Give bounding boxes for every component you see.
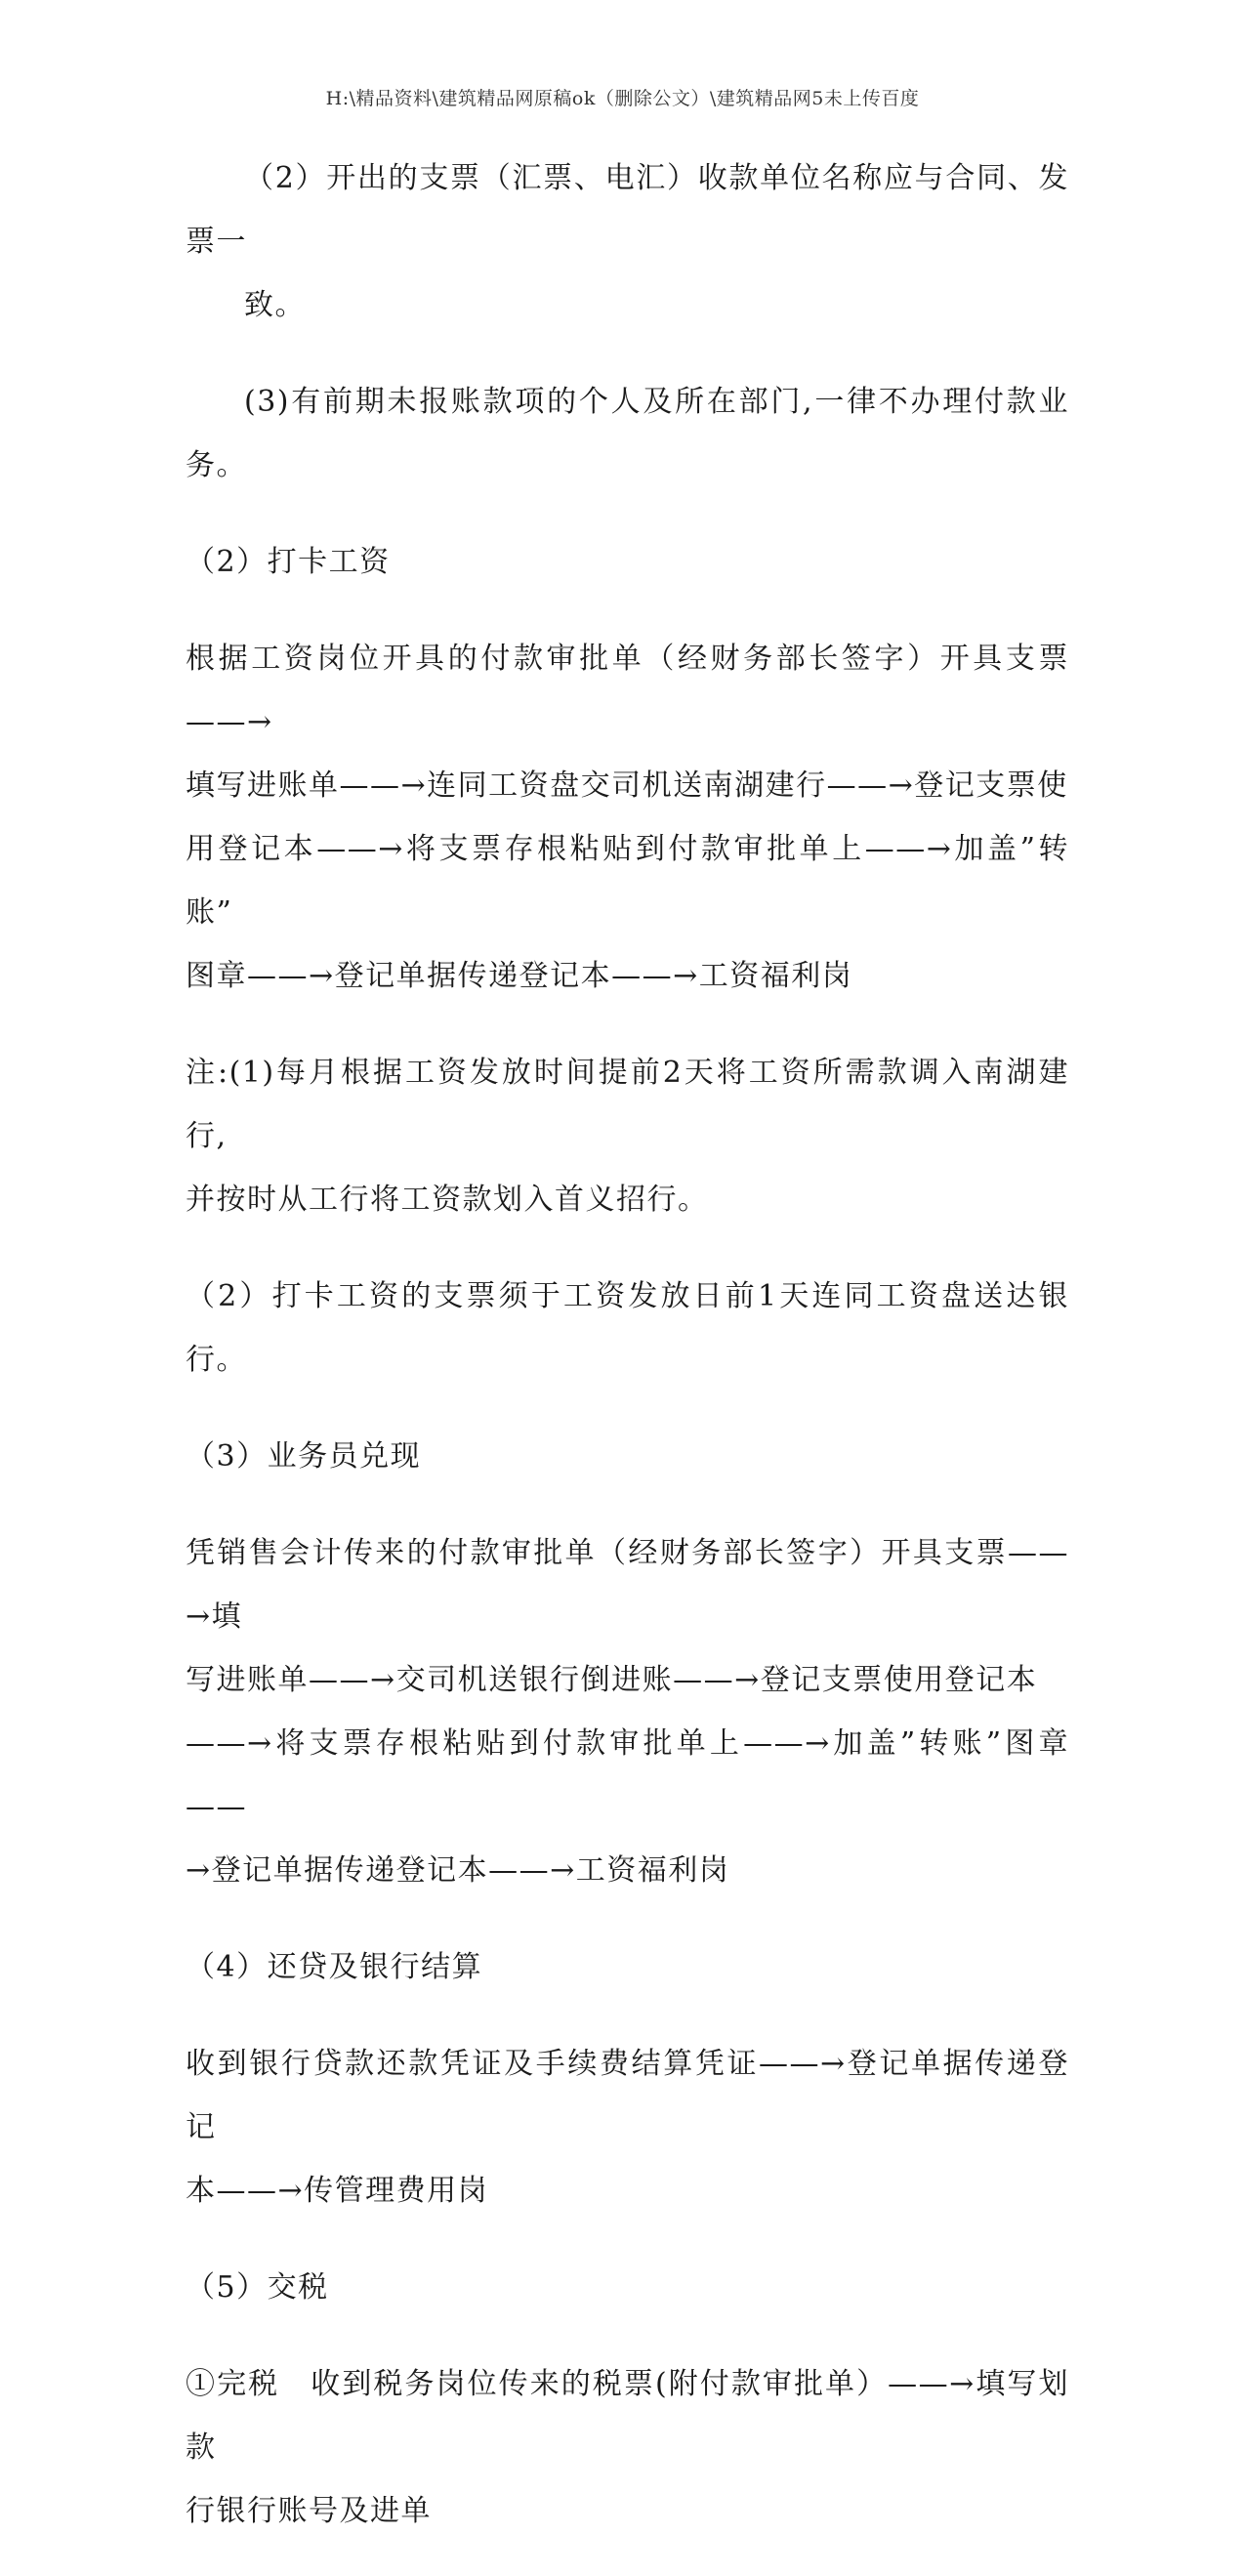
paragraph: [186, 370, 1069, 497]
paragraph-line: (3)有前期未报账款项的个人及所在部门,一律不办理付款业务。: [186, 385, 1069, 482]
paragraph-line: （4）还贷及银行结算: [186, 1950, 483, 1984]
paragraph-line: 本——→传管理费用岗: [186, 2174, 489, 2208]
paragraph-line: （2）打卡工资: [186, 545, 391, 579]
paragraph-line: （3）业务员兑现: [186, 1439, 422, 1474]
paragraph-line: ①完税 收到税务岗位传来的税票(附付款审批单）——→填写划款: [186, 2367, 1069, 2465]
paragraph: [186, 627, 1069, 1008]
paragraph-line: 注:(1)每月根据工资发放时间提前2天将工资所需款调入南湖建行,: [186, 1056, 1069, 1153]
paragraph-line: （2）打卡工资的支票须于工资发放日前1天连同工资盘送达银行。: [186, 1279, 1069, 1377]
paragraph: [186, 1425, 1069, 1488]
paragraph-line: 根据工资岗位开具的付款审批单（经财务部长签字）开具支票——→: [186, 642, 1069, 739]
paragraph-line: →登记单据传递登记本——→工资福利岗: [186, 1853, 730, 1888]
paragraph: [186, 1265, 1069, 1392]
paragraph: [186, 530, 1069, 594]
paragraph: [186, 2352, 1069, 2543]
paragraph-line: 用登记本——→将支票存根粘贴到付款审批单上——→加盖”转账”: [186, 832, 1069, 930]
paragraph-line: 图章——→登记单据传递登记本——→工资福利岗: [186, 959, 853, 993]
paragraph: [186, 1521, 1069, 1902]
paragraph: [186, 1041, 1069, 1231]
paragraph-line: 行银行账号及进单: [186, 2494, 432, 2528]
paragraph-line: 填写进账单——→连同工资盘交司机送南湖建行——→登记支票使: [186, 769, 1068, 803]
paragraph-line: 写进账单——→交司机送银行倒进账——→登记支票使用登记本: [186, 1663, 1038, 1697]
file-path-header: H:\精品资料\建筑精品网原稿ok（删除公文）\建筑精品网5未上传百度: [325, 88, 920, 109]
paragraph-line: （5）交税: [186, 2270, 329, 2305]
paragraph-line: 凭销售会计传来的付款审批单（经财务部长签字）开具支票——→填: [186, 1536, 1069, 1634]
paragraph-line: （2）开出的支票（汇票、电汇）收款单位名称应与合同、发票一: [186, 161, 1069, 259]
paragraph: [186, 1935, 1069, 1999]
paragraph: [186, 146, 1069, 337]
paragraph-line: 并按时从工行将工资款划入首义招行。: [186, 1183, 709, 1217]
paragraph-line: ——→将支票存根粘贴到付款审批单上——→加盖”转账”图章——: [186, 1726, 1069, 1824]
paragraph: [186, 2256, 1069, 2319]
document-body: [186, 146, 1069, 2576]
paragraph-line: 收到银行贷款还款凭证及手续费结算凭证——→登记单据传递登记: [186, 2047, 1069, 2144]
paragraph: [186, 2032, 1069, 2223]
paragraph-line: 致。: [244, 288, 306, 322]
